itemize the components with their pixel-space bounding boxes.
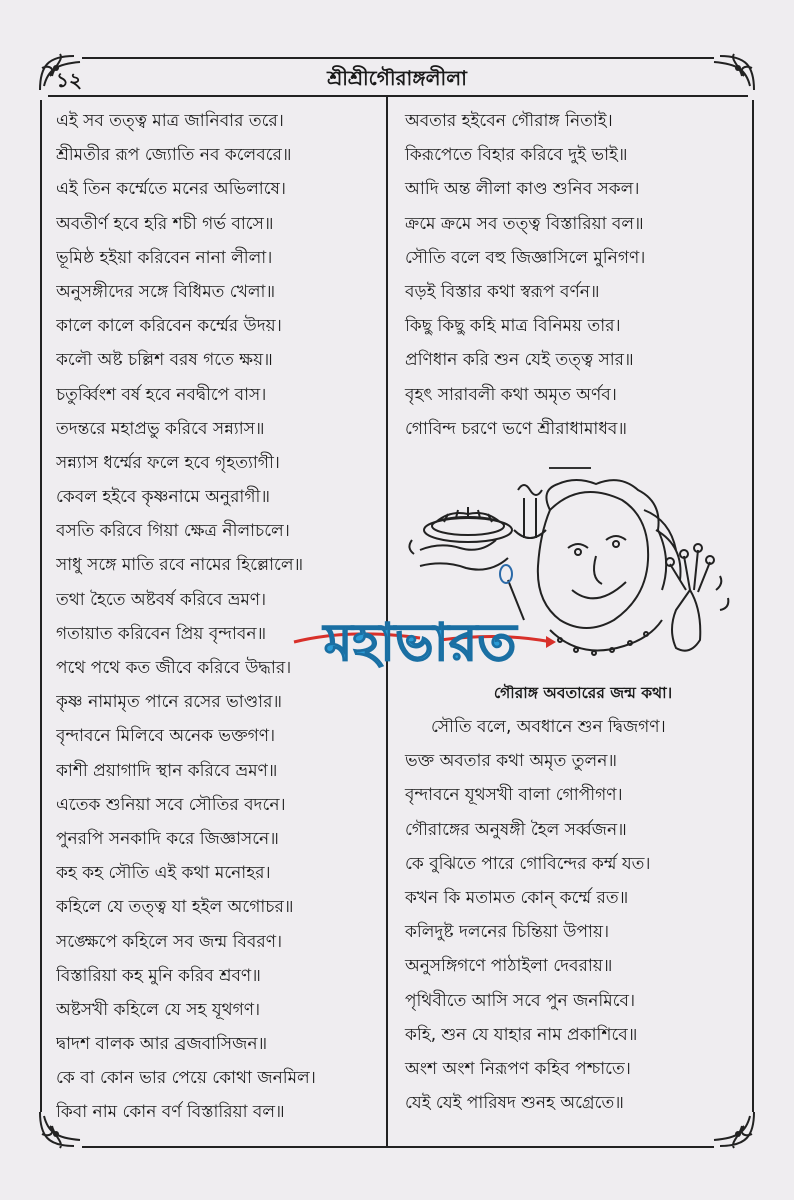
- verse-line: তথা হৈতে অষ্টবর্ষ করিবে ভ্রমণ।: [56, 589, 267, 610]
- verse-line: কহিলে যে তত্ত্ব যা হইল অগোচর॥: [56, 897, 294, 918]
- page-header-title: শ্রীশ্রীগৌরাঙ্গলীলা: [327, 66, 467, 90]
- page-number: ১২: [56, 68, 82, 92]
- frame-left-line: [40, 100, 42, 1112]
- verse-line: পুনরপি সনকাদি করে জিজ্ঞাসনে॥: [56, 828, 279, 849]
- verse-line: অষ্টসখী কহিলে যে সহ যূথগণ।: [56, 999, 261, 1020]
- verse-line: সৌতি বলে, অবধানে শুন দ্বিজগণ।: [431, 717, 666, 737]
- verse-line: কলৌ অষ্ট চল্লিশ বরষ গতে ক্ষয়॥: [56, 350, 273, 371]
- verse-line: কিছু কিছু কহি মাত্র বিনিময় তার।: [405, 316, 621, 337]
- verse-line: কাশী প্রয়াগাদি স্থান করিবে ভ্রমণ॥: [56, 760, 278, 781]
- verse-line: বিস্তারিয়া কহ মুনি করিব শ্রবণ॥: [56, 965, 261, 986]
- verse-line: পৃথিবীতে আসি সবে পুন জনমিবে।: [405, 990, 636, 1011]
- verse-line: এই তিন কর্ম্মেতে মনের অভিলাষে।: [56, 179, 286, 200]
- verse-line: এই সব তত্ত্ব মাত্র জানিবার তরে।: [56, 111, 284, 131]
- verse-line: এতেক শুনিয়া সবে সৌতির বদনে।: [56, 794, 286, 815]
- verse-line: কে বা কোন ভার পেয়ে কোথা জনমিল।: [56, 1068, 316, 1089]
- verse-line: বৃন্দাবনে যূথসখী বালা গোপীগণ।: [405, 785, 623, 806]
- verse-line: তদন্তরে মহাপ্রভু করিবে সন্ন্যাস॥: [56, 418, 265, 439]
- verse-line: বড়ই বিস্তার কথা স্বরূপ বর্ণন॥: [405, 281, 600, 302]
- section-divider: [549, 467, 591, 469]
- verse-line: কহি, শুন যে যাহার নাম প্রকাশিবে॥: [405, 1024, 638, 1045]
- verse-line: ভূমিষ্ঠ হইয়া করিবেন নানা লীলা।: [56, 247, 273, 268]
- frame-right-line: [752, 100, 754, 1112]
- verse-line: অবতার হইবেন গৌরাঙ্গ নিতাই।: [405, 111, 613, 131]
- verse-line: অংশ অংশ নিরূপণ কহিব পশ্চাতে।: [405, 1058, 631, 1079]
- verse-line: ক্রমে ক্রমে সব তত্ত্ব বিস্তারিয়া বল॥: [405, 213, 644, 234]
- verse-line: কৃষ্ণ নামামৃত পানে রসের ভাণ্ডার॥: [56, 692, 283, 713]
- svg-text:মহাভারত: মহাভারত: [323, 613, 517, 673]
- verse-line: ভক্ত অবতার কথা অমৃত তুলন॥: [405, 751, 617, 772]
- verse-line: অনুসঙ্গিগণে পাঠাইলা দেবরায়॥: [405, 956, 613, 977]
- verse-line: যেই যেই পারিষদ শুনহ অগ্রেতে॥: [405, 1093, 624, 1114]
- verse-line: চতুর্ব্বিংশ বর্ষ হবে নবদ্বীপে বাস।: [56, 384, 267, 405]
- verse-line: গতায়াত করিবেন প্রিয় বৃন্দাবন॥: [56, 623, 267, 644]
- verse-line: গোবিন্দ চরণে ভণে শ্রীরাধামাধব॥: [405, 418, 627, 439]
- right-column-lower: [403, 676, 733, 1120]
- verse-line: কলিদুষ্ট দলনের চিন্তিয়া উপায়।: [405, 922, 610, 943]
- verse-line: কিবা নাম কোন বর্ণ বিস্তারিয়া বল॥: [56, 1102, 285, 1123]
- watermark-logo: [290, 598, 560, 688]
- section-heading: গৌরাঙ্গ অবতারের জন্ম কথা।: [493, 684, 673, 702]
- frame-bottom-line: [82, 1146, 714, 1148]
- verse-line: অবতীর্ণ হবে হরি শচী গর্ভ বাসে॥: [56, 213, 274, 234]
- verse-line: গৌরাঙ্গের অনুষঙ্গী হৈল সর্ব্বজন॥: [405, 819, 627, 840]
- verse-line: কেবল হইবে কৃষ্ণনামে অনুরাগী॥: [56, 487, 270, 508]
- verse-line: পথে পথে কত জীবে করিবে উদ্ধার।: [56, 658, 292, 678]
- verse-line: আদি অন্ত লীলা কাণ্ড শুনিব সকল।: [405, 179, 640, 200]
- verse-line: কে বুঝিতে পারে গোবিন্দের কর্ম্ম যত।: [405, 853, 651, 874]
- verse-line: বৃহৎ সারাবলী কথা অমৃত অর্ণব।: [405, 384, 617, 405]
- verse-line: শ্রীমতীর রূপ জ্যোতি নব কলেবরে॥: [56, 145, 292, 166]
- verse-line: কখন কি মতামত কোন্ কর্ম্মে রত॥: [405, 887, 629, 908]
- verse-line: সঙ্ক্ষেপে কহিলে সব জন্ম বিবরণ।: [56, 931, 283, 952]
- verse-line: সন্ন্যাস ধর্ম্মের ফলে হবে গৃহত্যাগী।: [56, 452, 280, 473]
- verse-line: অনুসঙ্গীদের সঙ্গে বিধিমত খেলা॥: [56, 281, 276, 302]
- verse-line: প্রণিধান করি শুন যেই তত্ত্ব সার॥: [405, 350, 634, 371]
- right-column-upper: [403, 104, 733, 446]
- frame-top-line: [82, 57, 714, 59]
- verse-line: কিরূপেতে বিহার করিবে দুই ভাই॥: [405, 145, 628, 166]
- verse-line: কহ কহ সৌতি এই কথা মনোহর।: [56, 863, 271, 884]
- verse-line: বসতি করিবে গিয়া ক্ষেত্র নীলাচলে।: [56, 521, 290, 542]
- verse-line: সাধু সঙ্গে মাতি রবে নামের হিল্লোলে॥: [56, 555, 304, 576]
- verse-line: কালে কালে করিবেন কর্ম্মের উদয়।: [56, 316, 282, 337]
- verse-line: দ্বাদশ বালক আর ব্রজবাসিজন॥: [56, 1034, 268, 1055]
- verse-line: সৌতি বলে বহু জিজ্ঞাসিলে মুনিগণ।: [405, 247, 646, 268]
- verse-line: বৃন্দাবনে মিলিবে অনেক ভক্তগণ।: [56, 726, 276, 747]
